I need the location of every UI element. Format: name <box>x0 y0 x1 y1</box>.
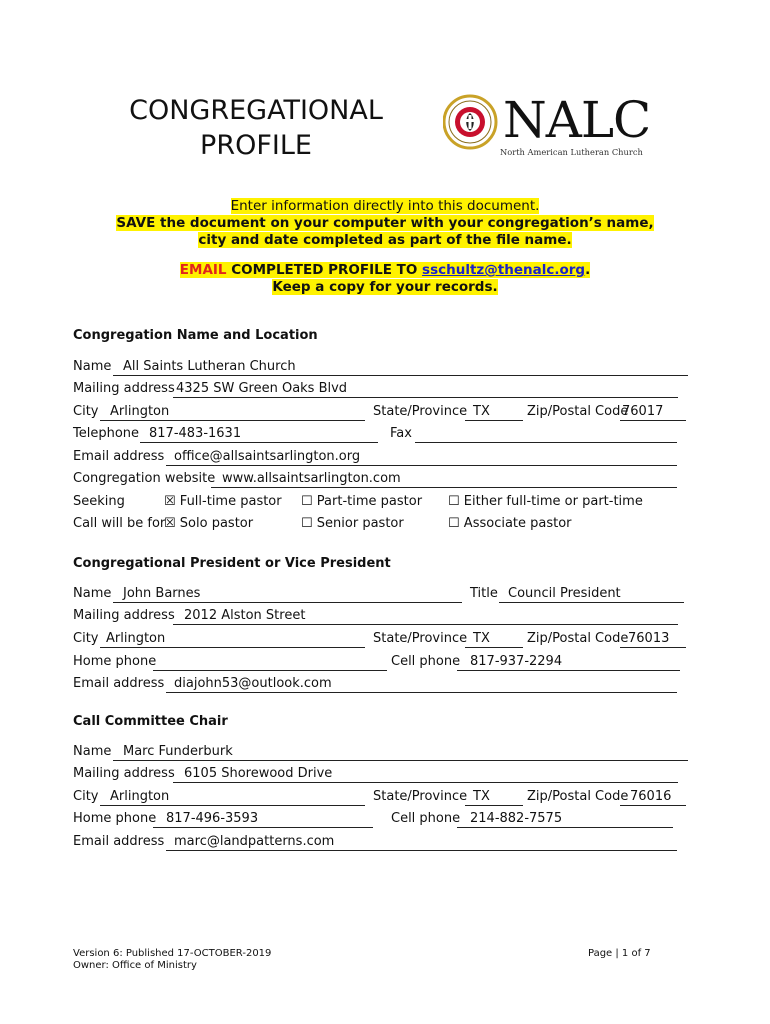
title-line-2: PROFILE <box>200 130 312 161</box>
committee-state-line <box>465 805 523 806</box>
congregation-name-label: Name <box>73 359 112 374</box>
congregation-city-label: City <box>73 404 99 419</box>
email-word: EMAIL <box>179 262 227 278</box>
president-name-line <box>113 602 462 603</box>
committee-home-phone-field[interactable]: 817-496-3593 <box>166 811 259 826</box>
committee-name-line <box>113 760 688 761</box>
president-mailing-label: Mailing address <box>73 608 175 623</box>
congregation-telephone-field[interactable]: 817-483-1631 <box>149 426 242 441</box>
footer-version: Version 6: Published 17-OCTOBER-2019 <box>73 948 272 959</box>
committee-name-field[interactable]: Marc Funderburk <box>123 744 233 759</box>
checkbox-part-time-pastor[interactable]: ☐ Part-time pastor <box>301 494 423 509</box>
committee-zip-label: Zip/Postal Code <box>527 789 629 804</box>
checkbox-full-time-pastor[interactable]: ☒ Full-time pastor <box>164 494 282 509</box>
email-instruction-text: COMPLETED PROFILE TO <box>226 262 423 278</box>
congregation-email-line <box>166 465 677 466</box>
logo-wordmark: NALC <box>503 93 648 149</box>
committee-name-label: Name <box>73 744 112 759</box>
president-title-line <box>499 602 684 603</box>
president-zip-label: Zip/Postal Code <box>527 631 629 646</box>
instruction-line-2: SAVE the document on your computer with your congregation’s name, <box>116 215 654 231</box>
footer-owner: Owner: Office of Ministry <box>73 960 197 971</box>
committee-email-label: Email address <box>73 834 165 849</box>
president-cell-phone-label: Cell phone <box>391 654 461 669</box>
president-name-field[interactable]: John Barnes <box>123 586 201 601</box>
committee-mailing-line <box>173 782 678 783</box>
congregation-website-field[interactable]: www.allsaintsarlington.com <box>222 471 401 486</box>
email-link[interactable]: sschultz@thenalc.org <box>422 262 586 278</box>
congregation-name-field[interactable]: All Saints Lutheran Church <box>123 359 296 374</box>
president-name-label: Name <box>73 586 112 601</box>
checkbox-unchecked-icon: ☐ <box>301 494 313 509</box>
checkbox-checked-icon: ☒ <box>164 516 176 531</box>
instruction-line-3: city and date completed as part of the file name. <box>198 232 572 248</box>
president-zip-field[interactable]: 76013 <box>628 631 670 646</box>
committee-cell-phone-field[interactable]: 214-882-7575 <box>470 811 563 826</box>
congregation-email-label: Email address <box>73 449 165 464</box>
congregation-zip-line <box>620 420 686 421</box>
page-title <box>100 93 412 163</box>
committee-email-line <box>166 850 677 851</box>
committee-home-phone-line <box>153 827 373 828</box>
president-city-line <box>100 647 365 648</box>
committee-state-label: State/Province <box>373 789 468 804</box>
president-email-line <box>166 692 677 693</box>
congregation-state-line <box>465 420 523 421</box>
section-heading-congregation: Congregation Name and Location <box>73 328 318 343</box>
congregation-telephone-label: Telephone <box>73 426 140 441</box>
checkbox-unchecked-icon: ☐ <box>301 516 313 531</box>
committee-mailing-label: Mailing address <box>73 766 175 781</box>
president-city-label: City <box>73 631 99 646</box>
president-state-line <box>465 647 523 648</box>
nalc-seal-icon <box>443 93 648 159</box>
congregation-state-label: State/Province <box>373 404 468 419</box>
congregation-mailing-label: Mailing address <box>73 381 175 396</box>
congregation-mailing-field[interactable]: 4325 SW Green Oaks Blvd <box>176 381 348 396</box>
checkbox-either-full-or-part-time[interactable]: ☐ Either full-time or part-time <box>448 494 643 509</box>
committee-city-label: City <box>73 789 99 804</box>
committee-zip-line <box>620 805 686 806</box>
committee-cell-phone-line <box>457 827 673 828</box>
congregation-fax-label: Fax <box>390 426 412 441</box>
congregation-zip-label: Zip/Postal Code <box>527 404 629 419</box>
committee-home-phone-label: Home phone <box>73 811 157 826</box>
committee-cell-phone-label: Cell phone <box>391 811 461 826</box>
committee-mailing-field[interactable]: 6105 Shorewood Drive <box>184 766 333 781</box>
checkbox-unchecked-icon: ☐ <box>448 494 460 509</box>
congregation-email-field[interactable]: office@allsaintsarlington.org <box>174 449 361 464</box>
president-home-phone-line <box>153 670 387 671</box>
president-state-label: State/Province <box>373 631 468 646</box>
committee-city-field[interactable]: Arlington <box>110 789 170 804</box>
checkbox-solo-pastor[interactable]: ☒ Solo pastor <box>164 516 254 531</box>
president-state-field[interactable]: TX <box>473 631 490 646</box>
president-city-field[interactable]: Arlington <box>106 631 166 646</box>
president-home-phone-label: Home phone <box>73 654 157 669</box>
instruction-line-1: Enter information directly into this document. <box>230 198 540 214</box>
checkbox-associate-pastor[interactable]: ☐ Associate pastor <box>448 516 572 531</box>
committee-zip-field[interactable]: 76016 <box>630 789 672 804</box>
logo-subtitle: North American Lutheran Church <box>500 147 643 157</box>
committee-city-line <box>100 805 365 806</box>
congregation-website-label: Congregation website <box>73 471 216 486</box>
congregation-state-field[interactable]: TX <box>473 404 490 419</box>
president-email-field[interactable]: diajohn53@outlook.com <box>174 676 332 691</box>
president-cell-phone-field[interactable]: 817-937-2294 <box>470 654 563 669</box>
committee-email-field[interactable]: marc@landpatterns.com <box>174 834 335 849</box>
section-heading-call-committee: Call Committee Chair <box>73 714 228 729</box>
congregation-telephone-line <box>140 442 378 443</box>
section-heading-president: Congregational President or Vice President <box>73 556 391 571</box>
title-line-1: CONGREGATIONAL <box>129 95 383 126</box>
congregation-website-line <box>211 487 677 488</box>
call-type-label: Call will be for <box>73 516 166 531</box>
email-instruction: EMAIL COMPLETED PROFILE TO sschultz@thenalc.org. <box>179 262 591 278</box>
congregation-fax-line <box>415 442 677 443</box>
congregation-zip-field[interactable]: 76017 <box>622 404 664 419</box>
footer-page-number: Page | 1 of 7 <box>588 948 651 959</box>
seeking-label: Seeking <box>73 494 125 509</box>
president-mailing-field[interactable]: 2012 Alston Street <box>184 608 306 623</box>
committee-state-field[interactable]: TX <box>473 789 490 804</box>
president-title-label: Title <box>470 586 498 601</box>
president-email-label: Email address <box>73 676 165 691</box>
president-zip-line <box>620 647 686 648</box>
president-mailing-line <box>173 624 678 625</box>
footer-version-info <box>73 948 271 972</box>
checkbox-senior-pastor[interactable]: ☐ Senior pastor <box>301 516 404 531</box>
president-cell-phone-line <box>457 670 680 671</box>
nalc-logo <box>443 93 648 159</box>
congregation-name-line <box>113 375 688 376</box>
checkbox-unchecked-icon: ☐ <box>448 516 460 531</box>
congregation-mailing-line <box>173 397 678 398</box>
checkbox-checked-icon: ☒ <box>164 494 176 509</box>
keep-copy-note: Keep a copy for your records. <box>272 279 498 295</box>
congregation-city-field[interactable]: Arlington <box>110 404 170 419</box>
president-title-field[interactable]: Council President <box>508 586 621 601</box>
congregation-city-line <box>100 420 365 421</box>
